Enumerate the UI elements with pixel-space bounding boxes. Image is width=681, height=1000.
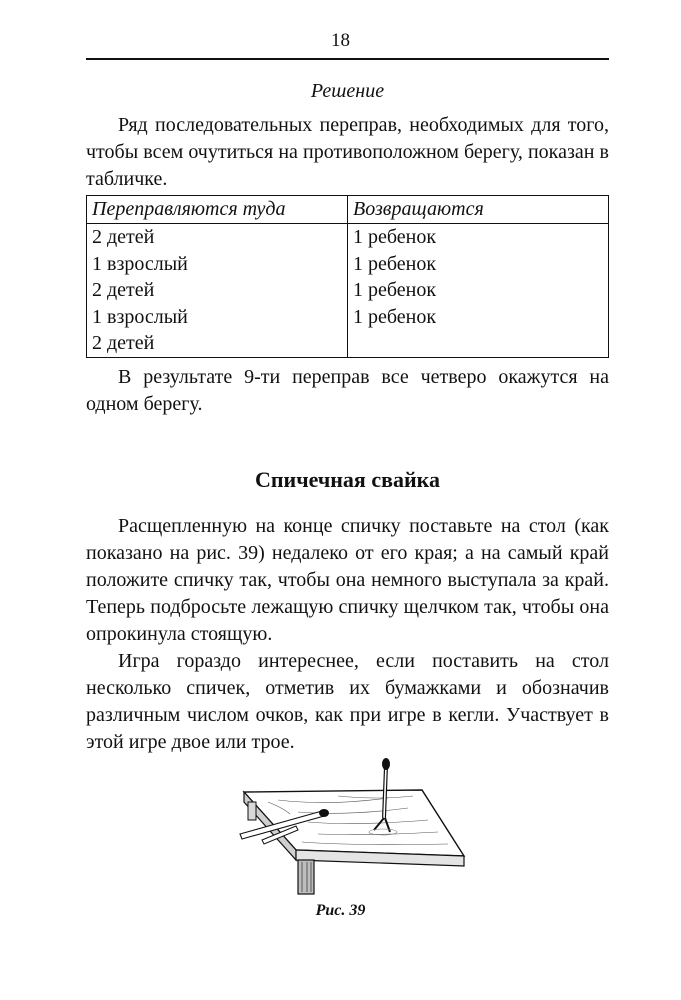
solution-intro: Ряд последовательных переправ, необходимых для того, чтобы всем очутиться на противоположном берегу, показан в табличке. [86, 114, 609, 190]
column-header-there: Переправляются туда [87, 196, 348, 224]
section-paragraph: Расщепленную на конце спичку поставьте на стол (как показано на рис. 39) недалеко от его края; а на самый край положите спичку так, чтобы она немного выступала за край. Теперь подбросьте лежащую спичку щелчком так, чтобы она опрокинула стоящую. [86, 514, 609, 645]
there-item: 2 детей [92, 226, 155, 248]
crossings-table [86, 195, 609, 358]
back-item: 1 ребенок [353, 226, 437, 248]
table-row [87, 224, 609, 358]
there-item: 2 детей [92, 332, 155, 354]
figure-caption: Рис. 39 [315, 902, 366, 919]
column-header-back: Возвращаются [348, 196, 609, 224]
there-item: 1 взрослый [92, 252, 188, 275]
solution-result: В результате 9-ти переправ все четверо окажутся на одном берегу. [86, 365, 609, 415]
page-number: 18 [331, 30, 350, 51]
back-item: 1 ребенок [353, 305, 437, 328]
figure-illustration [238, 756, 468, 896]
back-item: 1 ребенок [353, 252, 437, 275]
there-item: 1 взрослый [92, 305, 188, 328]
header-rule [86, 58, 609, 60]
page-content [86, 78, 609, 756]
solution-heading: Решение [310, 80, 385, 102]
back-item: 1 ребенок [353, 279, 437, 301]
matches-on-table-illustration [238, 756, 468, 896]
there-item: 2 детей [92, 279, 155, 301]
section-paragraph: Игра гораздо интереснее, если поставить на стол несколько спичек, отметив их бумажками и обозначив различным числом очков, как при игре в кегли. Участвует в этой игре двое или трое. [86, 649, 609, 753]
section-title: Спичечная свайка [254, 466, 440, 492]
there-cell [87, 224, 348, 358]
table-header-row [87, 196, 609, 224]
back-cell [348, 224, 609, 358]
